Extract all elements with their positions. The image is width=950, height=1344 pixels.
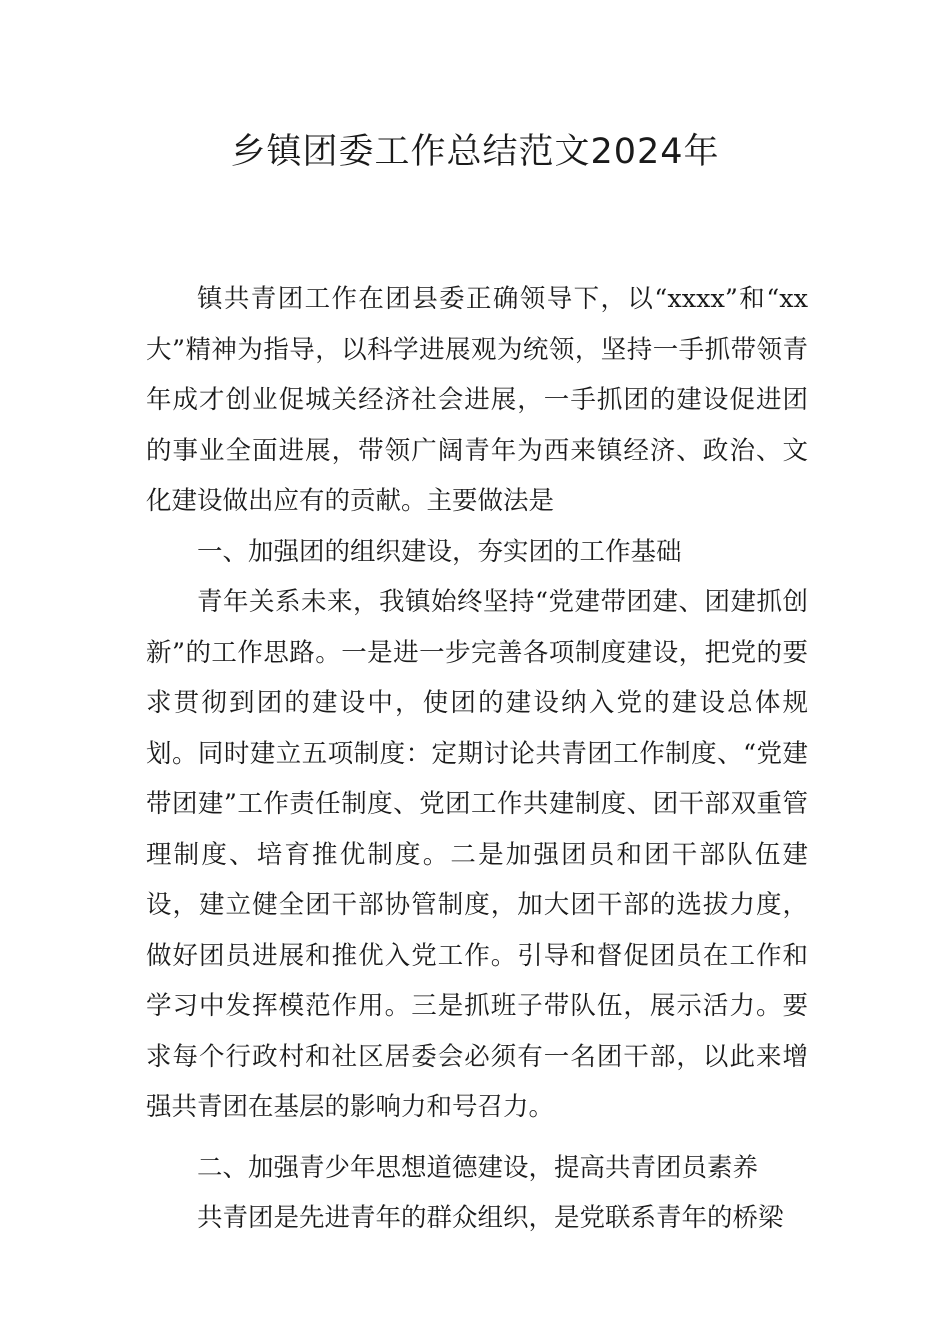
body-paragraph: 青年关系未来，我镇始终坚持“党建带团建、团建抓创新”的工作思路。一是进一步完善各项制度建设，把党的要求贯彻到团的建设中，使团的建设纳入党的建设总体规划。同时建立五项制度：定期讨论共青团工作制度、“党建带团建”工作责任制度、党团工作共建制度、团干部双重管理制度、培育推优制度。二是加强团员和团干部队伍建设，建立健全团干部协管制度，加大团干部的选拔力度，做好团员进展和推优入党工作。引导和督促团员在工作和学习中发挥模范作用。三是抓班子带队伍，展示活力。要求每个行政村和社区居委会必须有一名团干部，以此来增强共青团在基层的影响力和号召力。 xyxy=(146,587,808,1122)
document-body xyxy=(146,274,808,1244)
body-paragraph: 共青团是先进青年的群众组织，是党联系青年的桥梁 xyxy=(197,1203,784,1233)
document-title: 乡镇团委工作总结范文2024年 xyxy=(230,132,720,172)
section-heading: 一、加强团的组织建设，夯实团的工作基础 xyxy=(197,536,682,567)
body-paragraph: 镇共青团工作在团县委正确领导下，以“xxxx”和“xx大”精神为指导，以科学进展观为统领，坚持一手抓带领青年成才创业促城关经济社会进展，一手抓团的建设促进团的事业全面进展，带领广阔青年为西来镇经济、政治、文化建设做出应有的贡献。主要做法是 xyxy=(146,284,808,516)
section-heading: 二、加强青少年思想道德建设，提高共青团员素养 xyxy=(197,1152,759,1183)
